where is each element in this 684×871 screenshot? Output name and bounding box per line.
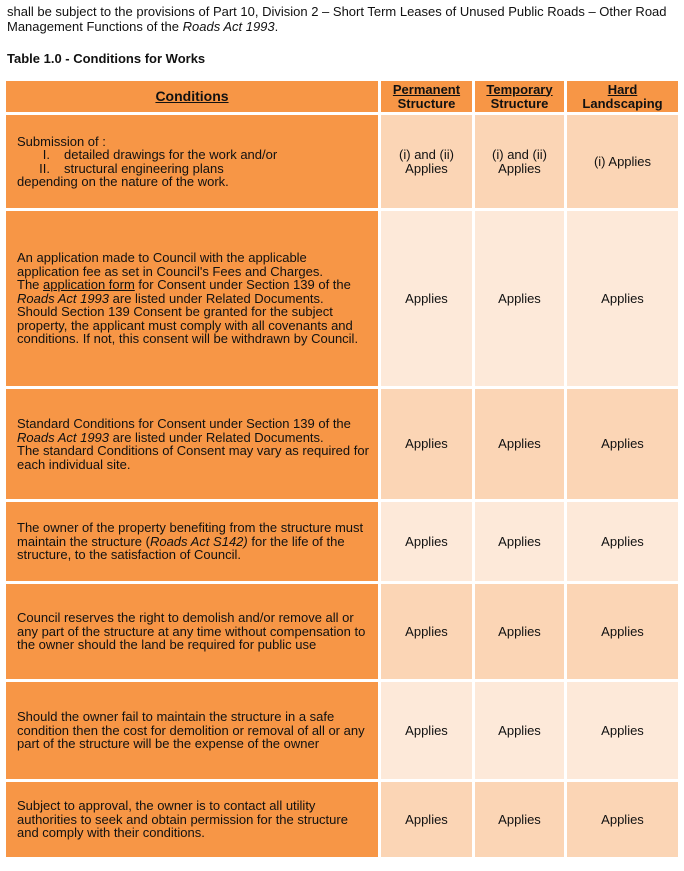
temporary-structure-cell: Applies — [475, 682, 564, 779]
condition-cell: Should the owner fail to maintain the structure in a safe condition then the cost for demolition or removal of all or any part of the structure will be the expense of the owner — [6, 682, 378, 779]
condition-cell: The owner of the property benefiting from the structure must maintain the structure (Roads Act S142) for the life of the structure, to the satisfaction of Council. — [6, 502, 378, 581]
table-row — [6, 682, 678, 779]
application-form-link[interactable]: application form — [43, 277, 135, 293]
intro-text: shall be subject to the provisions of Part 10, Division 2 – Short Term Leases of Unused Public Roads – Other Road Management Functions of the — [7, 4, 667, 34]
permanent-structure-cell: Applies — [381, 211, 472, 386]
table-row — [6, 389, 678, 499]
table-row — [6, 584, 678, 679]
permanent-structure-cell: Applies — [381, 782, 472, 857]
table-row — [6, 502, 678, 581]
condition-cell: Submission of : I. detailed drawings for the work and/or II. structural engineering plans depending on the nature of the work. — [6, 115, 378, 208]
table-header-row — [6, 81, 678, 112]
condition-cell: Council reserves the right to demolish and/or remove all or any part of the structure at any time without compensation to the owner should the land be required for public use — [6, 584, 378, 679]
temporary-structure-cell: Applies — [475, 584, 564, 679]
table-row — [6, 782, 678, 857]
permanent-structure-cell: Applies — [381, 584, 472, 679]
temporary-structure-cell: (i) and (ii) Applies — [475, 115, 564, 208]
header-conditions: Conditions — [6, 81, 378, 112]
permanent-structure-cell: (i) and (ii) Applies — [381, 115, 472, 208]
conditions-table — [3, 78, 681, 860]
permanent-structure-cell: Applies — [381, 389, 472, 499]
temporary-structure-cell: Applies — [475, 782, 564, 857]
temporary-structure-cell: Applies — [475, 389, 564, 499]
intro-paragraph — [7, 4, 679, 34]
condition-cell: An application made to Council with the applicable application fee as set in Council's Fees and Charges. The application form for Consent under Section 139 of the Roads Act 1993 are listed under Related Documents. Should Section 139 Consent be granted for the subject property, the applicant must comply with all covenants and conditions. If not, this consent will be withdrawn by Council. — [6, 211, 378, 386]
header-temporary-structure: Temporary Structure — [475, 81, 564, 112]
header-hard-landscaping: Hard Landscaping — [567, 81, 678, 112]
table-title: Table 1.0 - Conditions for Works — [7, 51, 206, 66]
intro-text-end: . — [274, 19, 279, 34]
permanent-structure-cell: Applies — [381, 682, 472, 779]
hard-landscaping-cell: Applies — [567, 502, 678, 581]
condition-cell: Standard Conditions for Consent under Section 139 of the Roads Act 1993 are listed under Related Documents. The standard Conditions of Consent may vary as required for each individual site. — [6, 389, 378, 499]
table-row — [6, 211, 678, 386]
table-row — [6, 115, 678, 208]
condition-cell: Subject to approval, the owner is to contact all utility authorities to seek and obtain permission for the structure and comply with their conditions. — [6, 782, 378, 857]
hard-landscaping-cell: Applies — [567, 211, 678, 386]
temporary-structure-cell: Applies — [475, 211, 564, 386]
hard-landscaping-cell: Applies — [567, 389, 678, 499]
header-permanent-structure: Permanent Structure — [381, 81, 472, 112]
hard-landscaping-cell: (i) Applies — [567, 115, 678, 208]
hard-landscaping-cell: Applies — [567, 682, 678, 779]
intro-act-name: Roads Act 1993 — [182, 19, 275, 34]
permanent-structure-cell: Applies — [381, 502, 472, 581]
temporary-structure-cell: Applies — [475, 502, 564, 581]
hard-landscaping-cell: Applies — [567, 584, 678, 679]
hard-landscaping-cell: Applies — [567, 782, 678, 857]
